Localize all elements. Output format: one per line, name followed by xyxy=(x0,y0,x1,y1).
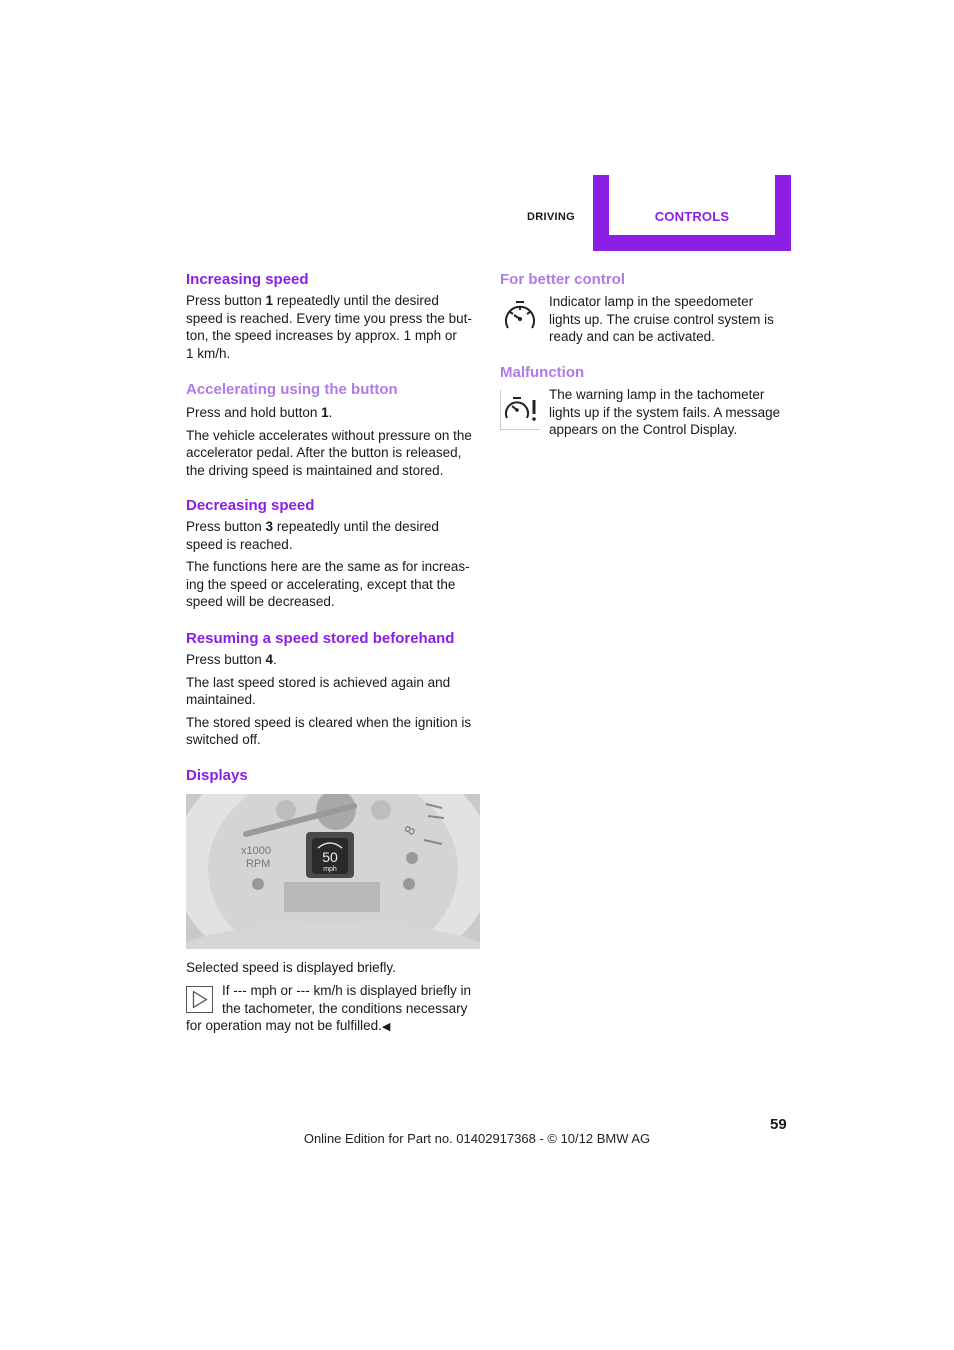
text: lights up if the system fails. A message xyxy=(549,404,781,420)
text: . xyxy=(328,405,333,420)
note-arrow-icon xyxy=(186,986,213,1013)
lower-display-panel xyxy=(284,882,380,912)
text: the driving speed is maintained and stored. xyxy=(186,462,444,478)
page-number: 59 xyxy=(770,1116,787,1133)
text: Press button xyxy=(186,519,266,534)
section-malfunction xyxy=(500,364,792,382)
gauge-number-8: 8 xyxy=(400,822,419,838)
better-control-text xyxy=(549,293,789,346)
gauge-indicator-light xyxy=(406,852,418,864)
paragraph xyxy=(186,674,478,709)
footer-edition: Online Edition for Part no. 01402917368 - © 10/12 BMW AG xyxy=(303,1131,651,1146)
heading-decreasing-speed: Decreasing speed xyxy=(186,497,315,514)
heading-malfunction: Malfunction xyxy=(500,364,585,381)
text: ready and can be activated. xyxy=(549,329,715,345)
button-number: 1 xyxy=(265,293,274,308)
text: repeatedly until the desired xyxy=(273,293,439,308)
section-displays xyxy=(186,767,478,785)
text: . xyxy=(273,652,277,667)
section-resuming xyxy=(186,630,478,749)
button-number: 4 xyxy=(265,652,274,667)
button-number: 3 xyxy=(265,519,274,534)
gauge-indicator-light xyxy=(252,878,264,890)
gauge-indicator-light xyxy=(371,800,391,820)
displays-caption: Selected speed is displayed briefly. xyxy=(186,960,396,975)
chapter-tab xyxy=(593,175,791,251)
gauge-indicator-light xyxy=(276,800,296,820)
paragraph xyxy=(186,292,478,362)
text: appears on the Control Display. xyxy=(549,422,738,438)
section-better-control xyxy=(500,271,792,289)
heading-better-control: For better control xyxy=(500,271,626,288)
note-text-top xyxy=(222,982,482,1017)
chapter-tab-label: CONTROLS xyxy=(654,209,730,224)
text: repeatedly until the desired xyxy=(273,519,439,534)
section-decreasing-speed xyxy=(186,497,478,611)
text: Indicator lamp in the speedometer xyxy=(549,294,754,309)
heading-increasing-speed: Increasing speed xyxy=(186,271,309,288)
paragraph xyxy=(186,404,478,422)
display-speed-unit: mph xyxy=(323,866,337,873)
section-accelerating xyxy=(186,381,478,479)
text: ton, the speed increases by approx. 1 mph or xyxy=(186,328,457,344)
section-label: DRIVING xyxy=(527,211,575,223)
text: The stored speed is cleared when the ignition is xyxy=(186,714,472,730)
text: ing the speed or accelerating, except that the xyxy=(186,576,456,592)
text: speed will be decreased. xyxy=(186,594,335,610)
text: the tachometer, the conditions necessary xyxy=(222,1000,468,1016)
chapter-tab-inner xyxy=(609,175,775,235)
text: maintained. xyxy=(186,692,256,708)
paragraph xyxy=(186,518,478,553)
tachometer-illustration xyxy=(186,794,480,949)
paragraph xyxy=(186,651,478,669)
heading-resuming: Resuming a speed stored beforehand xyxy=(186,630,455,647)
button-number: 1 xyxy=(321,405,329,420)
section-increasing-speed xyxy=(186,271,478,362)
text: The warning lamp in the tachometer xyxy=(549,387,765,402)
cruise-control-indicator-icon xyxy=(500,298,540,338)
heading-accelerating: Accelerating using the button xyxy=(186,381,398,398)
text: The vehicle accelerates without pressure on the xyxy=(186,427,472,443)
paragraph xyxy=(186,427,478,480)
rpm-label-line2: RPM xyxy=(246,858,271,870)
text: speed is reached. Every time you press the but- xyxy=(186,310,472,326)
paragraph xyxy=(186,558,478,611)
text: If --- mph or --- km/h is displayed briefly in xyxy=(222,983,472,998)
cruise-control-warning-icon xyxy=(500,390,540,430)
text: speed is reached. xyxy=(186,536,293,552)
text: accelerator pedal. After the button is released, xyxy=(186,445,462,461)
heading-displays: Displays xyxy=(186,767,248,784)
text: Press button xyxy=(186,293,266,308)
note-text-bottom xyxy=(186,1017,478,1037)
rpm-label-line1: x1000 xyxy=(241,845,271,857)
paragraph xyxy=(186,714,478,749)
text: for operation may not be fulfilled. xyxy=(186,1018,382,1033)
text: The functions here are the same as for increas- xyxy=(186,559,470,575)
malfunction-text xyxy=(549,386,789,439)
text: Press button xyxy=(186,652,266,667)
text: The last speed stored is achieved again and xyxy=(186,674,451,690)
text: switched off. xyxy=(186,732,261,748)
gauge-indicator-light xyxy=(403,878,415,890)
end-mark: ◀ xyxy=(381,1021,391,1033)
text: lights up. The cruise control system is xyxy=(549,311,774,327)
text: 1 km/h. xyxy=(186,345,231,361)
display-speed-value: 50 xyxy=(322,849,338,865)
text: Press and hold button xyxy=(186,405,322,420)
displays-caption-block xyxy=(186,959,478,977)
